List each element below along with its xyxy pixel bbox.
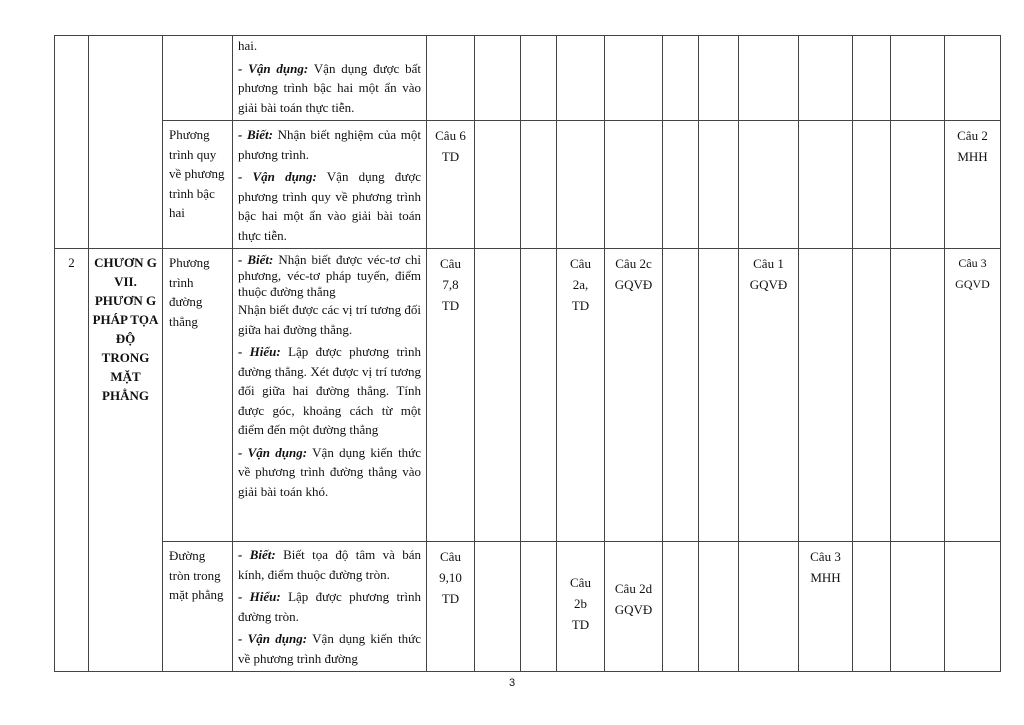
requirement-cell: [233, 542, 427, 672]
requirement-cell: [233, 249, 427, 542]
table-row: [55, 249, 1001, 542]
topic-cell: Phương trình đường thẳng: [163, 249, 233, 542]
question-cell: Câu 3 GQVD: [945, 249, 1001, 542]
question-cell: Câu 6 TD: [427, 121, 475, 249]
apply-label: - Vận dụng:: [238, 444, 308, 460]
chapter-cell: CHƯƠN G VII. PHƯƠN G PHÁP TỌA ĐỘ TRONG MẶT PHẲNG: [89, 249, 163, 672]
question-cell: Câu 1 GQVĐ: [739, 249, 799, 542]
question-cell: Câu 2b TD: [557, 542, 605, 672]
know-text-2: Nhận biết được các vị trí tương đối giữa hai đường thẳng.: [238, 302, 421, 337]
page-number: 3: [508, 677, 516, 689]
apply-text: Vận dụng được phương trình quy về phương trình bậc hai một ẩn vào giải bài toán thực tiễn.: [238, 169, 421, 243]
table-row: [55, 36, 1001, 121]
question-cell: Câu 2a, TD: [557, 249, 605, 542]
know-text: Nhận biết nghiệm của một phương trình.: [238, 127, 421, 162]
understand-label: - Hiểu:: [238, 344, 281, 359]
assessment-matrix-table: [54, 35, 1001, 672]
question-cell: Câu 2d GQVĐ: [605, 542, 663, 672]
apply-label: - Vận dụng:: [238, 169, 317, 184]
chapter-cell: [89, 36, 163, 249]
topic-cell: Đường tròn trong mặt phẳng: [163, 542, 233, 672]
apply-label: - Vận dụng:: [238, 60, 309, 76]
apply-text: Vận dụng được bất phương trình bậc hai một ẩn vào giải bài toán thực tiễn.: [238, 60, 421, 115]
requirement-cell: [233, 121, 427, 249]
know-label: - Biết:: [238, 252, 274, 267]
question-cell: Câu 2 MHH: [945, 121, 1001, 249]
apply-text: Vận dụng kiến thức về phương trình đường thẳng vào giải bài toán khó.: [238, 444, 421, 499]
requirement-text: hai.: [238, 38, 258, 53]
topic-cell: Phương trình quy về phương trình bậc hai: [163, 121, 233, 249]
stt-cell: 2: [55, 249, 89, 672]
requirement-cell: [233, 36, 427, 121]
know-label: - Biết:: [238, 127, 273, 142]
apply-text: Vận dụng kiến thức về phương trình đường: [238, 631, 421, 666]
table-row: [55, 542, 1001, 672]
question-cell: Câu 3 MHH: [799, 542, 853, 672]
understand-text: Lập được phương trình đường tròn.: [238, 589, 421, 624]
topic-cell: [163, 36, 233, 121]
apply-label: - Vận dụng:: [238, 631, 308, 646]
table-row: [55, 121, 1001, 249]
know-text: Nhận biết được véc-tơ chỉ phương, véc-tơ pháp tuyến, điểm thuộc đường thẳng: [238, 252, 421, 299]
understand-text: Lập được phương trình đường thẳng. Xét được vị trí tương đối giữa hai đường thẳng. Tính được góc, khoảng cách từ một điểm đến một đường thẳng: [238, 344, 421, 437]
know-label: - Biết:: [238, 547, 276, 562]
know-text: Biết tọa độ tâm và bán kính, điểm thuộc đường tròn.: [238, 547, 421, 582]
question-cell: Câu 7,8 TD: [427, 249, 475, 542]
understand-label: - Hiểu:: [238, 589, 281, 604]
stt-cell: [55, 36, 89, 249]
question-cell: Câu 2c GQVĐ: [605, 249, 663, 542]
question-cell: Câu 9,10 TD: [427, 542, 475, 672]
